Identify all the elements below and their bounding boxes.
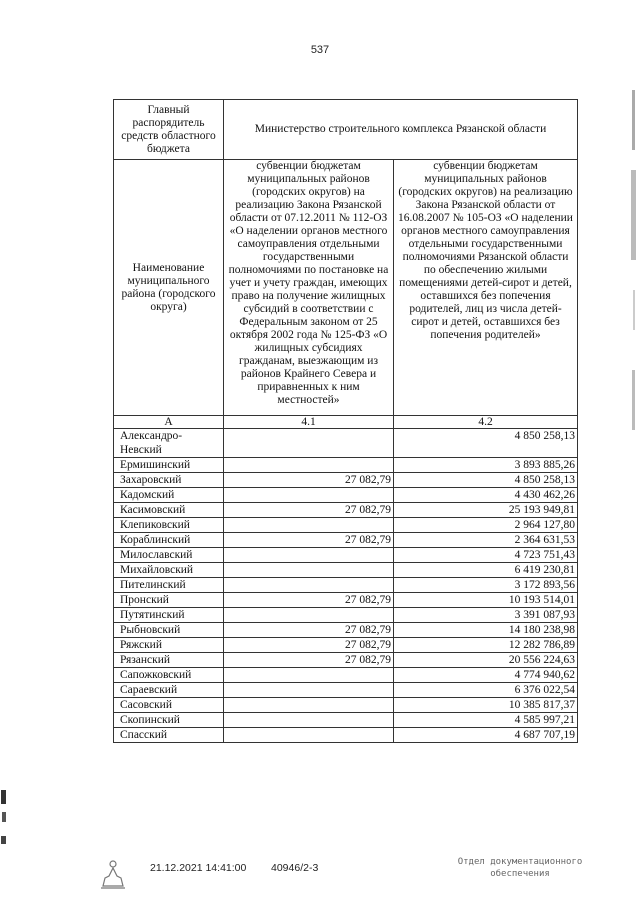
value-4-2: 6 419 230,81 — [394, 563, 578, 578]
value-4-2: 25 193 949,81 — [394, 503, 578, 518]
table-row — [114, 623, 578, 638]
district-name: Ермишинский — [114, 458, 224, 473]
table-row — [114, 638, 578, 653]
budget-table — [113, 99, 578, 743]
district-name: Спасский — [114, 728, 224, 743]
table-row — [114, 548, 578, 563]
value-4-1 — [224, 578, 394, 593]
table-row — [114, 698, 578, 713]
value-4-1: 27 082,79 — [224, 653, 394, 668]
district-name: Рязанский — [114, 653, 224, 668]
district-name: Сапожковский — [114, 668, 224, 683]
district-name: Пронский — [114, 593, 224, 608]
value-4-2: 20 556 224,63 — [394, 653, 578, 668]
value-4-2: 14 180 238,98 — [394, 623, 578, 638]
district-name: Кораблинский — [114, 533, 224, 548]
value-4-2: 4 430 462,26 — [394, 488, 578, 503]
column-a-label: А — [114, 416, 224, 429]
column-4-2-label: 4.2 — [394, 416, 578, 429]
value-4-2: 3 893 885,26 — [394, 458, 578, 473]
table-row — [114, 683, 578, 698]
municipality-header: Наименование муниципального района (городского округа) — [114, 160, 224, 416]
value-4-1 — [224, 713, 394, 728]
emblem-icon — [97, 856, 129, 890]
value-4-1: 27 082,79 — [224, 638, 394, 653]
value-4-1: 27 082,79 — [224, 503, 394, 518]
table-row — [114, 563, 578, 578]
department-line-2: обеспечения — [490, 869, 550, 879]
value-4-2: 10 385 817,37 — [394, 698, 578, 713]
footer-datetime: 21.12.2021 14:41:00 — [150, 862, 247, 874]
value-4-1 — [224, 683, 394, 698]
scan-artifact-left — [0, 790, 8, 860]
department-stamp — [440, 856, 600, 880]
value-4-1 — [224, 488, 394, 503]
district-name: Рыбновский — [114, 623, 224, 638]
value-4-1 — [224, 563, 394, 578]
footer-document-number: 40946/2-3 — [271, 862, 319, 874]
value-4-2: 4 774 940,62 — [394, 668, 578, 683]
value-4-2: 4 723 751,43 — [394, 548, 578, 563]
page-number: 537 — [310, 44, 330, 56]
value-4-2: 4 687 707,19 — [394, 728, 578, 743]
table-row — [114, 458, 578, 473]
department-line-1: Отдел документационного — [457, 857, 583, 867]
district-name: Михайловский — [114, 563, 224, 578]
table-row — [114, 713, 578, 728]
value-4-2: 4 850 258,13 — [394, 429, 578, 458]
value-4-1 — [224, 518, 394, 533]
table-row — [114, 593, 578, 608]
value-4-1 — [224, 429, 394, 458]
value-4-1: 27 082,79 — [224, 473, 394, 488]
ministry-header: Министерство строительного комплекса Рязанской области — [224, 100, 578, 160]
value-4-2: 2 364 631,53 — [394, 533, 578, 548]
district-name: Захаровский — [114, 473, 224, 488]
value-4-2: 2 964 127,80 — [394, 518, 578, 533]
table-row — [114, 608, 578, 623]
table-row — [114, 488, 578, 503]
value-4-1 — [224, 698, 394, 713]
table-body — [114, 429, 578, 743]
value-4-1 — [224, 668, 394, 683]
value-4-1: 27 082,79 — [224, 533, 394, 548]
column-4-1-description: субвенции бюджетам муниципальных районов (городских округов) на реализацию Закона Рязанской области от 07.12.2011 № 112-ОЗ «О наделении органов местного самоуправления отдельными государственными полномочиями по постановке на учет и учету граждан, имеющих право на получение жилищных субсидий в соответствии с Федеральным законом от 25 октября 2002 года № 125-ФЗ «О жилищных субсидиях гражданам, выезжающим из районов Крайнего Севера и приравненных к ним местностей» — [224, 160, 394, 416]
district-name: Сараевский — [114, 683, 224, 698]
table-row — [114, 503, 578, 518]
value-4-1 — [224, 608, 394, 623]
value-4-2: 10 193 514,01 — [394, 593, 578, 608]
district-name: Клепиковский — [114, 518, 224, 533]
district-name: Александро-Невский — [114, 429, 224, 458]
value-4-1 — [224, 728, 394, 743]
value-4-2: 4 850 258,13 — [394, 473, 578, 488]
district-name: Кадомский — [114, 488, 224, 503]
table-row — [114, 473, 578, 488]
table-row — [114, 518, 578, 533]
value-4-2: 3 391 087,93 — [394, 608, 578, 623]
value-4-1: 27 082,79 — [224, 623, 394, 638]
district-name: Путятинский — [114, 608, 224, 623]
value-4-2: 6 376 022,54 — [394, 683, 578, 698]
value-4-1 — [224, 548, 394, 563]
table-row — [114, 728, 578, 743]
table-row — [114, 653, 578, 668]
value-4-1 — [224, 458, 394, 473]
value-4-1: 27 082,79 — [224, 593, 394, 608]
value-4-2: 12 282 786,89 — [394, 638, 578, 653]
district-name: Пителинский — [114, 578, 224, 593]
district-name: Сасовский — [114, 698, 224, 713]
district-name: Милославский — [114, 548, 224, 563]
column-4-2-description: субвенции бюджетам муниципальных районов (городских округов) на реализацию Закона Рязанской области от 16.08.2007 № 105-ОЗ «О наделении органов местного самоуправления отдельными государственными полномочиями Рязанской области по обеспечению жилыми помещениями детей-сирот и детей, оставшихся без попечения родителей, лиц из числа детей-сирот и детей, оставшихся без попечения родителей» — [394, 160, 578, 416]
table-row — [114, 429, 578, 458]
district-name: Касимовский — [114, 503, 224, 518]
table-row — [114, 578, 578, 593]
district-name: Скопинский — [114, 713, 224, 728]
table-row — [114, 533, 578, 548]
main-manager-header: Главный распорядитель средств областного бюджета — [114, 100, 224, 160]
district-name: Ряжский — [114, 638, 224, 653]
value-4-2: 4 585 997,21 — [394, 713, 578, 728]
column-4-1-label: 4.1 — [224, 416, 394, 429]
scan-artifact-right — [628, 90, 640, 450]
value-4-2: 3 172 893,56 — [394, 578, 578, 593]
table-row — [114, 668, 578, 683]
